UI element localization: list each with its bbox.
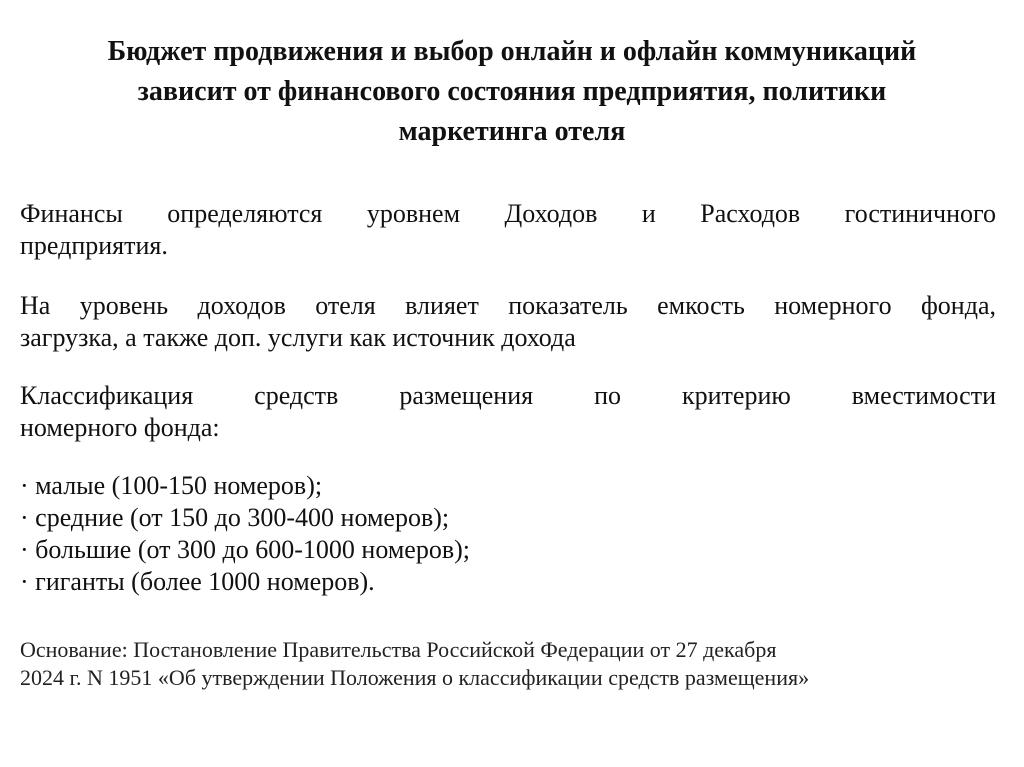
classification-paragraph-line-2: номерного фонда: <box>20 413 220 442</box>
income-paragraph-line-2: загрузка, а также доп. услуги как источник дохода <box>20 323 576 352</box>
slide-title <box>20 32 1004 152</box>
income-paragraph-line-1: На уровень доходов отеля влияет показатель емкость номерного фонда, <box>20 291 996 320</box>
finance-paragraph <box>20 198 996 262</box>
footnote-line-2: 2024 г. N 1951 «Об утверждении Положения о классификации средств размещения» <box>20 665 810 690</box>
slide-title-line-2: зависит от финансового состояния предприятия, политики <box>137 76 887 107</box>
list-item-giant: · гиганты (более 1000 номеров). <box>20 567 375 596</box>
list-item-medium: · средние (от 150 до 300-400 номеров); <box>20 503 450 532</box>
list-item-small: · малые (100-150 номеров); <box>20 471 323 500</box>
list-item-large: · большие (от 300 до 600-1000 номеров); <box>20 535 470 564</box>
footnote-line-1: Основание: Постановление Правительства Российской Федерации от 27 декабря <box>20 637 777 662</box>
finance-paragraph-line-1: Финансы определяются уровнем Доходов и Расходов гостиничного <box>20 199 996 228</box>
legal-basis-footnote <box>20 636 1004 692</box>
slide-title-line-1: Бюджет продвижения и выбор онлайн и офлайн коммуникаций <box>107 36 917 67</box>
hotel-size-list <box>20 470 920 598</box>
classification-paragraph-line-1: Классификация средств размещения по критерию вместимости <box>20 381 996 410</box>
slide-title-line-3: маркетинга отеля <box>398 116 626 147</box>
classification-paragraph <box>20 380 996 444</box>
income-paragraph <box>20 290 996 354</box>
finance-paragraph-line-2: предприятия. <box>20 231 168 260</box>
